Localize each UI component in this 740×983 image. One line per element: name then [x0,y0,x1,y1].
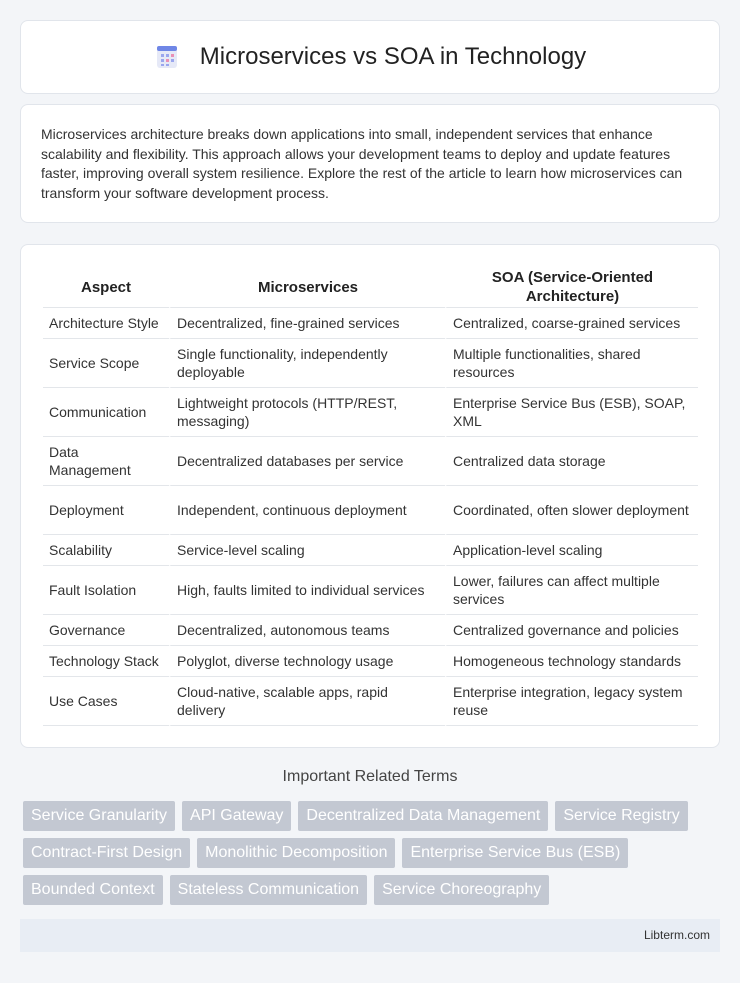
cell-aspect: Scalability [43,535,169,566]
related-term-tag[interactable]: API Gateway [182,801,291,831]
related-term-tag[interactable]: Bounded Context [23,875,163,905]
cell-microservices: Polyglot, diverse technology usage [169,646,445,677]
related-term-tag[interactable]: Service Registry [555,801,687,831]
cell-aspect: Deployment [43,486,169,535]
cell-soa: Coordinated, often slower deployment [445,486,698,535]
cell-microservices: Single functionality, independently deployable [169,339,445,388]
related-term-tag[interactable]: Service Granularity [23,801,175,831]
cell-microservices: Independent, continuous deployment [169,486,445,535]
related-term-tag[interactable]: Contract-First Design [23,838,190,868]
cell-aspect: Service Scope [43,339,169,388]
table-row [43,437,698,486]
cell-microservices: Service-level scaling [169,535,445,566]
cell-aspect: Governance [43,615,169,646]
related-term-tag[interactable]: Decentralized Data Management [298,801,548,831]
cell-soa: Application-level scaling [445,535,698,566]
cell-microservices: Decentralized, fine-grained services [169,308,445,339]
intro-text: Microservices architecture breaks down applications into small, independent services that enhance scalability and flexibility. This approach allows your development teams to deploy and update features faster, improving overall system resilience. Explore the rest of the article to learn how microservices can transform your software development process. [41,126,683,201]
cell-soa: Centralized data storage [445,437,698,486]
cell-soa: Lower, failures can affect multiple services [445,566,698,615]
cell-aspect: Architecture Style [43,308,169,339]
table-row [43,486,698,535]
table-row [43,677,698,726]
intro-card [20,104,720,223]
comparison-table-card [20,244,720,748]
related-term-tag[interactable]: Monolithic Decomposition [197,838,395,868]
footer-site-link[interactable]: Libterm.com [643,928,710,942]
cell-aspect: Use Cases [43,677,169,726]
cell-soa: Centralized governance and policies [445,615,698,646]
footer [20,919,720,952]
cell-aspect: Data Management [43,437,169,486]
table-row [43,339,698,388]
table-row [43,535,698,566]
header-card [20,20,720,94]
page-title: Microservices vs SOA in Technology [199,43,587,70]
cell-aspect: Fault Isolation [43,566,169,615]
header-microservices: Microservices [169,267,445,308]
table-row [43,308,698,339]
header-aspect: Aspect [43,267,169,308]
table-row [43,566,698,615]
table-row [43,646,698,677]
cell-soa: Centralized, coarse-grained services [445,308,698,339]
related-terms-title: Important Related Terms [282,768,458,785]
header-soa: SOA (Service-Oriented Architecture) [445,267,698,308]
cell-soa: Multiple functionalities, shared resources [445,339,698,388]
cell-soa: Enterprise integration, legacy system reuse [445,677,698,726]
cell-microservices: Lightweight protocols (HTTP/REST, messaging) [169,388,445,437]
cell-aspect: Communication [43,388,169,437]
related-term-tag[interactable]: Enterprise Service Bus (ESB) [402,838,628,868]
cell-microservices: Decentralized, autonomous teams [169,615,445,646]
cell-microservices: Decentralized databases per service [169,437,445,486]
related-terms-list [23,801,723,912]
cell-aspect: Technology Stack [43,646,169,677]
cell-soa: Enterprise Service Bus (ESB), SOAP, XML [445,388,698,437]
cell-microservices: Cloud-native, scalable apps, rapid delivery [169,677,445,726]
table-header-row [43,267,698,308]
table-row [43,615,698,646]
grid-document-icon [154,44,180,70]
cell-soa: Homogeneous technology standards [445,646,698,677]
related-term-tag[interactable]: Stateless Communication [170,875,367,905]
cell-microservices: High, faults limited to individual services [169,566,445,615]
related-term-tag[interactable]: Service Choreography [374,875,549,905]
table-row [43,388,698,437]
comparison-table [43,267,698,726]
